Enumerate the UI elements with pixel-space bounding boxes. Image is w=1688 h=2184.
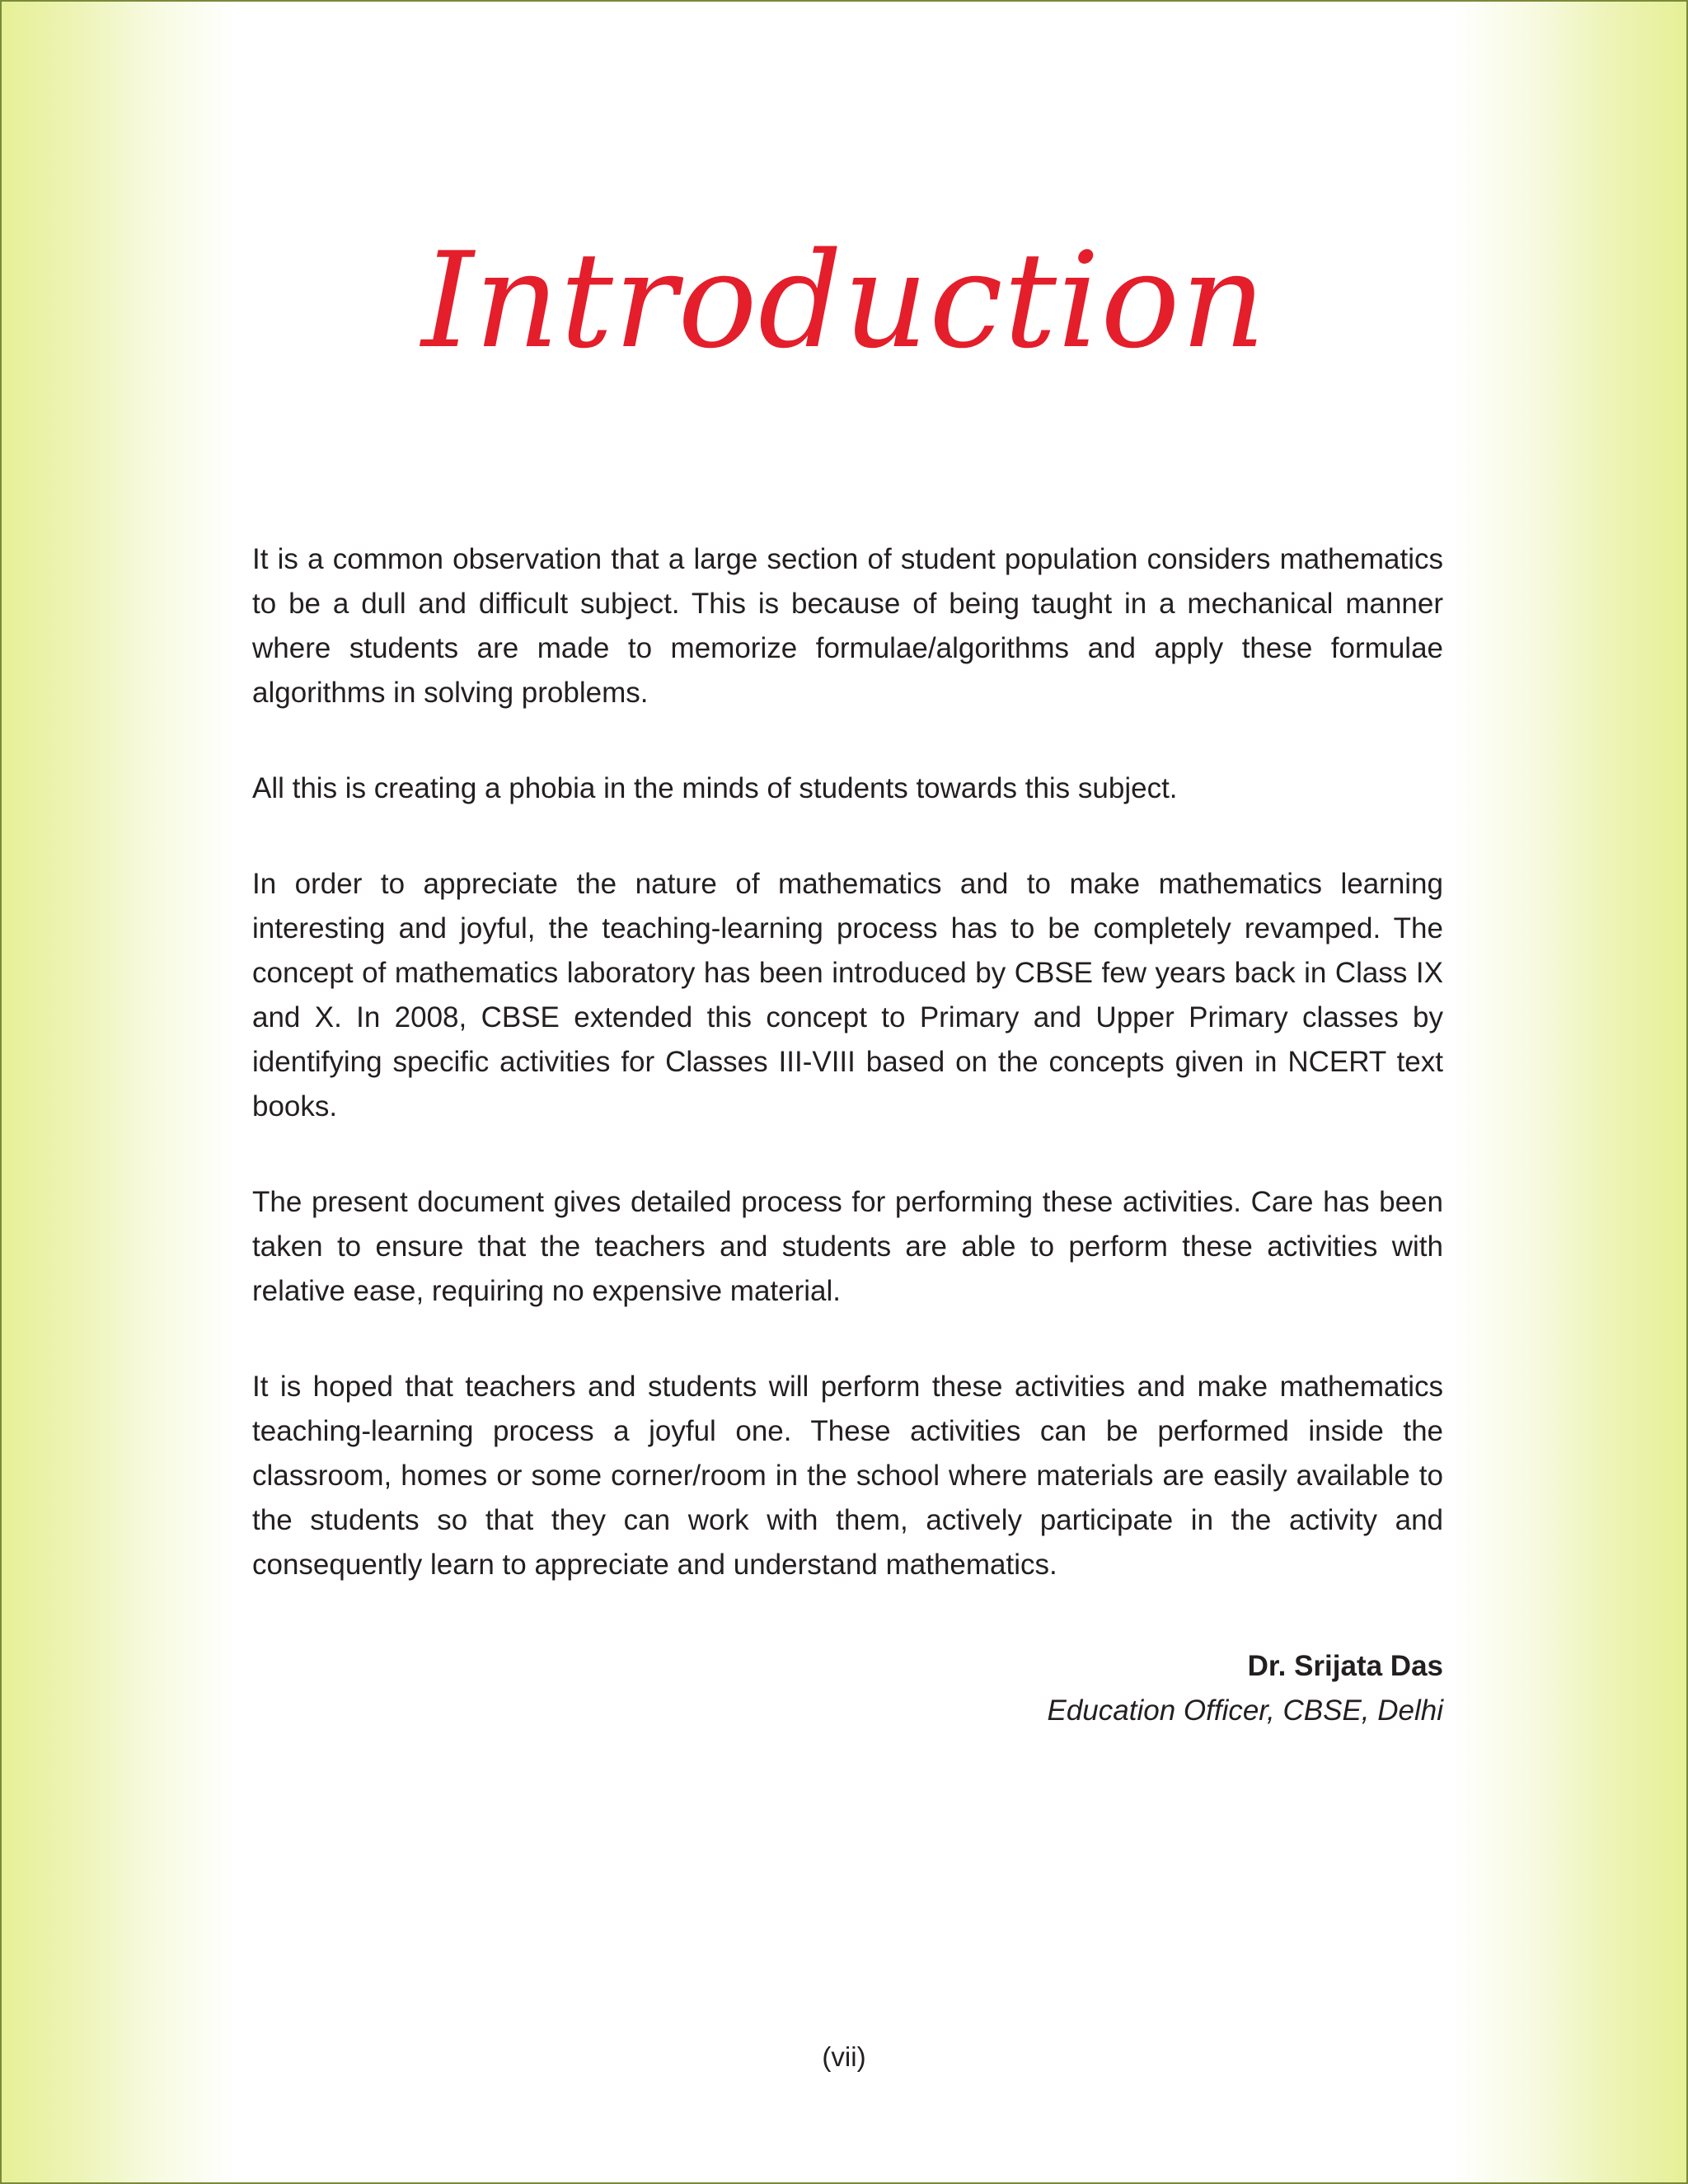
page-title: Introduction	[421, 223, 1267, 377]
signature-block	[252, 1644, 1443, 1733]
body-text	[252, 537, 1443, 1638]
paragraph-2: All this is creating a phobia in the minds of students towards this subject.	[252, 772, 1178, 804]
paragraph-5: It is hoped that teachers and students will perform these activities and make mathematics teaching-learning process a joyful one. These activities can be performed inside the classroom, homes or some corner/room in the school where materials are easily available to the students so that they can work with them, actively participate in the activity and consequently learn to appreciate and understand mathematics.	[252, 1371, 1443, 1581]
signature-name: Dr. Srijata Das	[1247, 1650, 1443, 1682]
page-number: (vii)	[822, 2041, 866, 2072]
paragraph-4: The present document gives detailed process for performing these activities. Care has been taken to ensure that the teachers and students are able to perform these activities with relative ease, requiring no expensive material.	[252, 1186, 1443, 1307]
signature-role: Education Officer, CBSE, Delhi	[1047, 1694, 1443, 1727]
paragraph-3: In order to appreciate the nature of mathematics and to make mathematics learning interesting and joyful, the teaching-learning process has to be completely revamped. The concept of mathematics laboratory has been introduced by CBSE few years back in Class IX and X. In 2008, CBSE extended this concept to Primary and Upper Primary classes by identifying specific activities for Classes III-VIII based on the concepts given in NCERT text books.	[252, 868, 1443, 1122]
paragraph-1: It is a common observation that a large section of student population considers mathematics to be a dull and difficult subject. This is because of being taught in a mechanical manner where students are made to memorize formulae/algorithms and apply these formulae algorithms in solving problems.	[252, 543, 1443, 709]
